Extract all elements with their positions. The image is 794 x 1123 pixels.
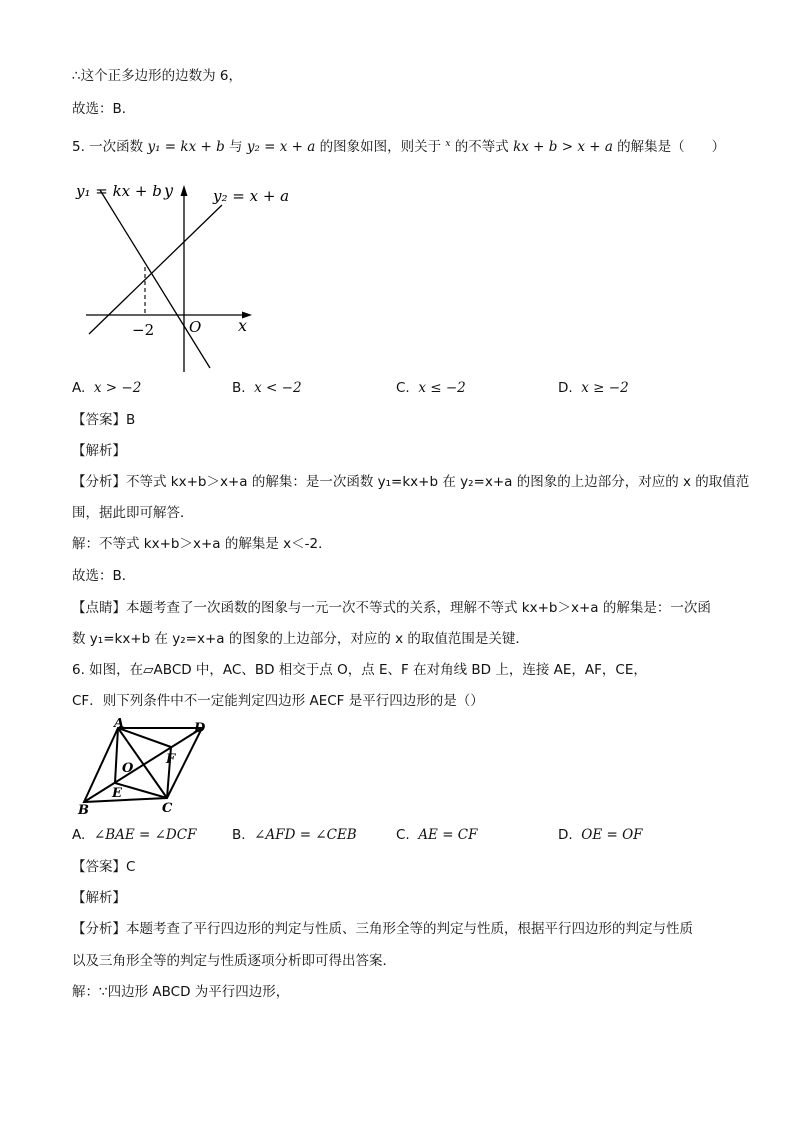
options-q6 [72,825,722,845]
y-axis-arrow [181,185,188,196]
q5-x: x [445,139,451,149]
option-d[interactable]: D. x ≥ −2 [558,380,629,396]
q5-mid2: 的图象如图，则关于 [319,139,442,155]
option-b[interactable]: B. ∠AFD = ∠CEB [232,827,357,843]
q5-end: 的解集是（ ） [617,139,726,155]
answer-6: 【答案】C [72,859,136,875]
option-a[interactable]: A. x > −2 [72,380,142,396]
label-C: C [162,801,173,816]
option-b[interactable]: B. x < −2 [232,380,302,396]
label-y1: y₁ = kx + b [76,182,162,200]
jiexi-6: 【解析】 [72,890,126,906]
analysis-5-line1: 【分析】不等式 kx+b＞x+a 的解集：是一次函数 y₁=kx+b 在 y₂=x+a 的图象的上边部分，对应的 x 的取值范 [72,474,750,490]
comment-5-line1: 【点睛】本题考查了一次函数的图象与一元一次不等式的关系，理解不等式 kx+b＞x+a 的解集是：一次函 [72,600,711,616]
option-a[interactable]: A. ∠BAE = ∠DCF [72,827,197,843]
parallelogram-figure [72,718,222,818]
label-D: D [194,721,206,736]
answer-5: 【答案】B [72,412,136,428]
question-6-line1: 6. 如图，在▱ABCD 中，AC、BD 相交于点 O，点 E、F 在对角线 BD 上，连接 AE，AF，CE， [72,662,647,678]
label-y: y [164,181,174,200]
label-x: x [238,316,248,335]
text-line: 故选：B． [72,101,136,117]
analysis-5-line2: 围，据此即可解答． [72,505,194,521]
option-d[interactable]: D. OE = OF [558,827,643,843]
q5-y1: y₁ = kx + b [147,139,225,155]
q5-mid1: 与 [229,139,243,155]
label-minus2: −2 [132,321,155,339]
segment-ae [115,728,118,783]
q5-prefix: 5. 一次函数 [72,139,144,155]
label-B: B [78,803,89,818]
function-graph [72,172,302,377]
options-q5 [72,378,722,398]
segment-af [118,728,171,747]
label-y2: y₂ = x + a [213,187,290,205]
q5-y2: y₂ = x + a [246,139,316,155]
question-5 [72,134,725,157]
choice-5: 故选：B． [72,568,136,584]
q5-inequality: kx + b > x + a [513,139,613,155]
option-c[interactable]: C. AE = CF [396,827,478,843]
label-O: O [122,761,134,776]
analysis-6-line1: 【分析】本题考查了平行四边形的判定与性质、三角形全等的判定与性质，根据平行四边形的判定与性质 [72,921,693,937]
line-y1 [100,190,210,368]
comment-5-line2: 数 y₁=kx+b 在 y₂=x+a 的图象的上边部分，对应的 x 的取值范围是关键． [72,631,529,647]
analysis-6-line2: 以及三角形全等的判定与性质逐项分析即可得出答案． [72,953,396,969]
q5-mid3: 的不等式 [454,139,509,155]
jiexi-5: 【解析】 [72,443,126,459]
solution-6: 解：∵四边形 ABCD 为平行四边形， [72,984,290,1000]
label-E: E [112,786,122,801]
option-c[interactable]: C. x ≤ −2 [396,380,466,396]
question-6-line2: CF．则下列条件中不一定能判定四边形 AECF 是平行四边形的是（） [72,693,484,709]
solution-5: 解：不等式 kx+b＞x+a 的解集是 x＜-2． [72,536,332,552]
label-A: A [114,718,125,731]
label-origin: O [189,318,202,336]
text-line: ∴这个正多边形的边数为 6， [72,68,242,84]
label-F: F [166,752,176,767]
